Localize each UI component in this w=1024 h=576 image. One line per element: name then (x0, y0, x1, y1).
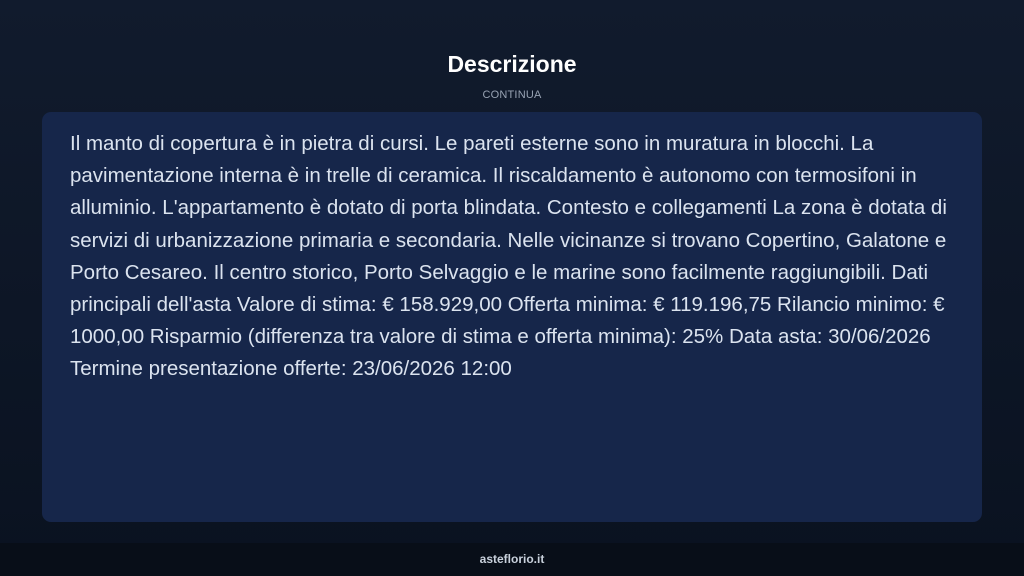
footer-bar (0, 543, 1024, 576)
page-title: Descrizione (447, 51, 577, 77)
description-text: Il manto di copertura è in pietra di cursi. Le pareti esterne sono in muratura in blocchi. La pavimentazione interna è in trelle di ceramica. Il riscaldamento è autonomo con termosifoni in alluminio. L'appartamento è dotato di porta blindata. Contesto e collegamenti La zona è dotata di servizi di urbanizzazione primaria e secondaria. Nelle vicinanze si trovano Copertino, Galatone e Porto Cesareo. Il centro storico, Porto Selvaggio e le marine sono facilmente raggiungibili. Dati principali dell'asta Valore di stima: € 158.929,00 Offerta minima: € 119.196,75 Rilancio minimo: € 1000,00 Risparmio (differenza tra valore di stima e offerta minima): 25% Data asta: 30/06/2026 Termine presentazione offerte: 23/06/2026 12:00 (70, 132, 947, 381)
site-name: asteflorio.it (479, 552, 545, 566)
page-header (0, 50, 1024, 102)
description-card (42, 112, 982, 522)
continue-label: CONTINUA (482, 89, 542, 101)
